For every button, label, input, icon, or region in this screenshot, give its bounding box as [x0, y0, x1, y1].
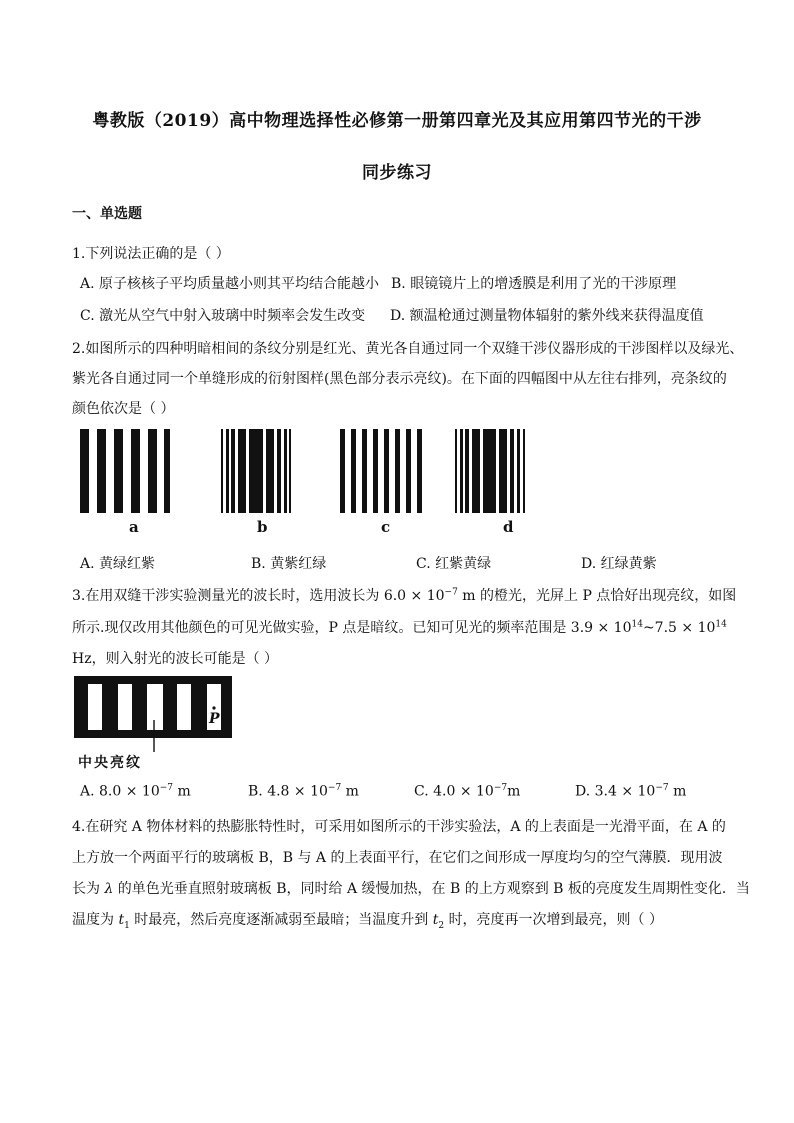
q1-stem: 1.下列说法正确的是（ ）: [72, 246, 230, 262]
q4-stem-line2: 上方放一个两面平行的玻璃板 B，B 与 A 的上表面平行，在它们之间形成一厚度均匀的空气薄膜．现用波: [72, 850, 723, 866]
point-p-marker: [212, 706, 215, 709]
fringe-pattern-b-bar-3: [238, 429, 246, 513]
fringe-pattern-c: [340, 429, 422, 513]
fringe-pattern-d-bar-7: [517, 429, 520, 513]
fringe-pattern-d-bar-1: [460, 429, 463, 513]
q4-stem-line1: 4.在研究 A 物体材料的热膨胀特性时，可采用如图所示的干涉实验法，A 的上表面是一光滑平面，在 A 的: [72, 819, 726, 835]
fringe-pattern-a-bar-3: [131, 429, 140, 513]
fringe-pattern-d-bar-8: [523, 429, 525, 513]
fringe-pattern-c-bar-3: [373, 429, 378, 513]
fig-point-p-label: P: [209, 711, 220, 727]
fringe-pattern-d-bar-2: [465, 429, 469, 513]
q4-stem-line3: 长为 λ 的单色光垂直照射玻璃板 B，同时给 A 缓慢加热，在 B 的上方观察到 B 板的亮度发生周期性变化．当: [72, 881, 750, 897]
q1-option-b: B. 眼镜镜片上的增透膜是利用了光的干涉原理: [391, 276, 677, 292]
fringe-pattern-d: [455, 429, 525, 513]
fig-label-b: b: [257, 518, 268, 536]
fringe-pattern-b-bar-0: [221, 429, 223, 513]
q3-stem-line1: 3.在用双缝干涉实验测量光的波长时，选用波长为 $6.0 \times 10^{-7}$ m 的橙光，光屏上 P 点恰好出现亮纹，如图: [72, 587, 737, 604]
fringe-pattern-a-bar-1: [97, 429, 106, 513]
fringe-pattern-b-bar-5: [266, 429, 274, 513]
fringe-pattern-d-bar-4: [483, 429, 496, 513]
q2-option-c: C. 红紫黄绿: [416, 556, 492, 572]
q2-option-d: D. 红绿黄紫: [581, 556, 657, 572]
document-subtitle: 同步练习: [362, 163, 432, 183]
q3-option-d: D. $3.4 \times 10^{-7}$ m: [575, 783, 687, 800]
q2-fringe-figure: [78, 429, 548, 515]
fringe-pattern-d-bar-3: [472, 429, 480, 513]
fringe-pattern-b-bar-7: [284, 429, 287, 513]
fringe-pattern-a-bar-0: [80, 429, 89, 513]
fringe-pattern-c-bar-1: [351, 429, 356, 513]
q3-stem-line2: 所示.现仅改用其他颜色的可见光做实验，P 点是暗纹。已知可见光的频率范围是 $3.9 \times 10^{14}\sim 7.5 \times 10^{14}$: [72, 619, 727, 636]
q2-stem-line2: 紫光各自通过同一个单缝形成的衍射图样(黑色部分表示亮纹)。在下面的四幅图中从左往右排列，亮条纹的: [72, 371, 727, 387]
fig-label-a: a: [129, 518, 139, 536]
fringe-pattern-c-bar-0: [340, 429, 345, 513]
fig-label-c: c: [381, 518, 391, 536]
fringe-pattern-a-bar-5: [164, 429, 170, 513]
fringe-pattern-b-bar-8: [289, 429, 291, 513]
q3-option-a: A. $8.0 \times 10^{-7}$ m: [80, 783, 191, 800]
fringe-pattern-a-bar-2: [114, 429, 123, 513]
fringe-pattern-b-bar-2: [231, 429, 235, 513]
q2-stem-line3: 颜色依次是（ ）: [72, 401, 175, 417]
fringe-pattern-c-bar-7: [417, 429, 422, 513]
fringe-pattern-c-bar-2: [362, 429, 367, 513]
q2-option-b: B. 黄紫红绿: [251, 556, 327, 572]
q1-option-a: A. 原子核核子平均质量越小则其平均结合能越小: [80, 276, 380, 292]
q2-option-a: A. 黄绿红紫: [80, 556, 156, 572]
fringe-pattern-d-bar-5: [499, 429, 507, 513]
fringe-pattern-c-bar-4: [384, 429, 389, 513]
fringe-pattern-d-bar-0: [455, 429, 457, 513]
fringe-pattern-c-bar-6: [406, 429, 411, 513]
fringe-pattern-b: [221, 429, 291, 513]
fringe-pattern-b-bar-6: [277, 429, 281, 513]
q1-option-c: C. 激光从空气中射入玻璃中时频率会发生改变: [80, 308, 366, 324]
fringe-pattern-b-bar-1: [226, 429, 229, 513]
document-title: 粤教版（2019）高中物理选择性必修第一册第四章光及其应用第四节光的干涉: [92, 111, 702, 131]
q3-option-c: C. $4.0 \times 10^{-7}m$: [414, 783, 521, 800]
q1-option-d: D. 额温枪通过测量物体辐射的紫外线来获得温度值: [390, 308, 704, 324]
fringe-pattern-d-bar-6: [510, 429, 514, 513]
fringe-pattern-a: [80, 429, 170, 513]
fringe-pattern-c-bar-5: [395, 429, 400, 513]
q4-stem-line4: 温度为 $t_1$ 时最亮，然后亮度逐渐减弱至最暗；当温度升到 $t_2$ 时，亮度再一次增到最亮，则（ ）: [72, 912, 664, 931]
fringe-pattern-b-bar-4: [249, 429, 263, 513]
q2-stem-line1: 2.如图所示的四种明暗相间的条纹分别是红光、黄光各自通过同一个双缝干涉仪器形成的干涉图样以及绿光、: [72, 341, 744, 357]
q3-option-b: B. $4.8 \times 10^{-7}$ m: [248, 783, 359, 800]
central-fringe-caption: 中央亮纹: [78, 755, 142, 771]
section-heading: 一、单选题: [72, 206, 142, 222]
fig-label-d: d: [503, 518, 514, 536]
fringe-pattern-a-bar-4: [148, 429, 157, 513]
q3-stem-line3: Hz，则入射光的波长可能是（ ）: [72, 651, 279, 667]
